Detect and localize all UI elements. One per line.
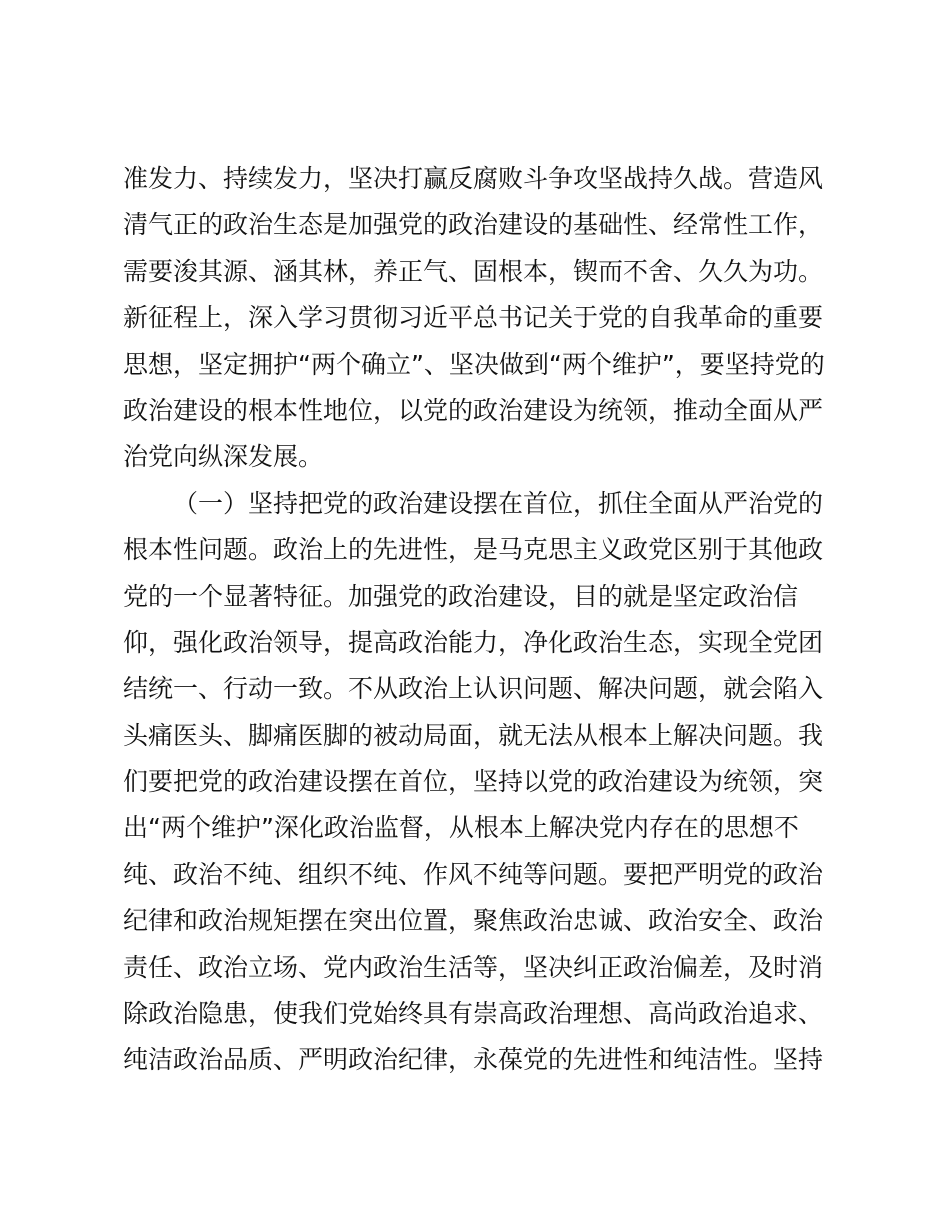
text-line: 除政治隐患，使我们党始终具有崇高政治理想、高尚政治追求、 [123, 999, 824, 1029]
text-line: 纪律和政治规矩摆在突出位置，聚焦政治忠诚、政治安全、政治 [123, 906, 824, 936]
text-line: 出“两个维护”深化政治监督，从根本上解决党内存在的思想不 [123, 813, 799, 843]
text-line: 根本性问题。政治上的先进性，是马克思主义政党区别于其他政 [123, 535, 824, 565]
section-heading-line: （一）坚持把党的政治建设摆在首位，抓住全面从严治党的 [173, 488, 824, 518]
text-line: 政治建设的根本性地位，以党的政治建设为统领，推动全面从严 [123, 395, 824, 425]
text-line: 头痛医头、脚痛医脚的被动局面，就无法从根本上解决问题。我 [123, 720, 824, 750]
text-line: 责任、政治立场、党内政治生活等，坚决纠正政治偏差，及时消 [123, 952, 824, 982]
text-line: 仰，强化政治领导，提高政治能力，净化政治生态，实现全党团 [123, 627, 824, 657]
document-body [123, 156, 823, 1084]
text-line: 准发力、持续发力，坚决打赢反腐败斗争攻坚战持久战。营造风 [123, 164, 824, 193]
text-line: 新征程上，深入学习贯彻习近平总书记关于党的自我革命的重要 [123, 303, 824, 333]
text-line: 思想，坚定拥护“两个确立”、坚决做到“两个维护”，要坚持党的 [123, 349, 825, 379]
text-line: 们要把党的政治建设摆在首位，坚持以党的政治建设为统领，突 [123, 767, 824, 797]
text-line: 结统一、行动一致。不从政治上认识问题、解决问题，就会陷入 [123, 674, 824, 704]
text-line: 治党向纵深发展。 [123, 442, 324, 472]
text-line: 党的一个显著特征。加强党的政治建设，目的就是坚定政治信 [123, 581, 799, 611]
text-line: 纯、政治不纯、组织不纯、作风不纯等问题。要把严明党的政治 [123, 859, 824, 889]
text-line: 纯洁政治品质、严明政治纪律，永葆党的先进性和纯洁性。坚持 [123, 1045, 824, 1075]
text-line: 清气正的政治生态是加强党的政治建设的基础性、经常性工作， [123, 210, 824, 240]
text-line: 需要浚其源、涵其林，养正气、固根本，锲而不舍、久久为功。 [123, 256, 824, 286]
